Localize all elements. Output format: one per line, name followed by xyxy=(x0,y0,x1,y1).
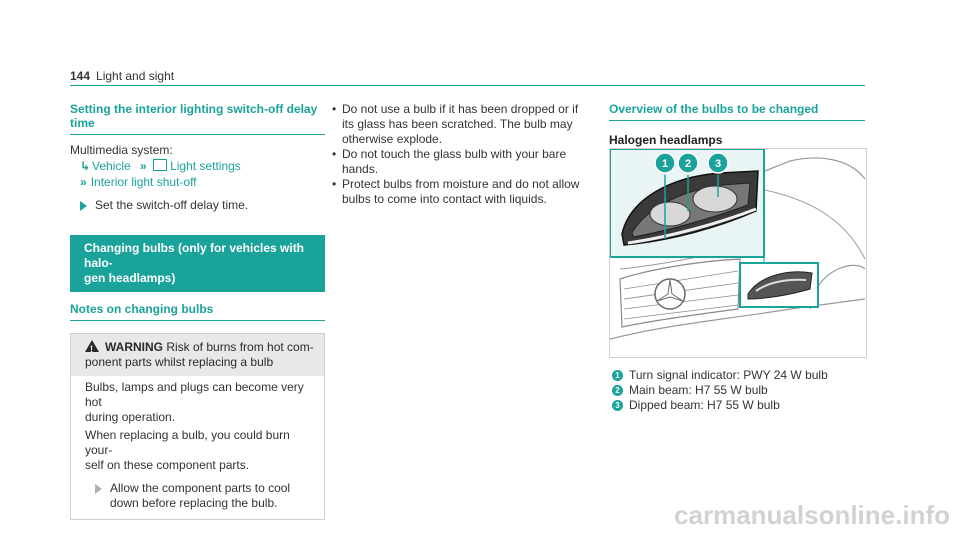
bullet-line: bulbs to come into contact with liquids. xyxy=(342,192,547,206)
bulb-legend xyxy=(612,368,865,413)
bullet-item xyxy=(332,177,594,207)
callout-3 xyxy=(708,153,728,173)
section-rule xyxy=(70,134,325,135)
bullet-line: otherwise explode. xyxy=(342,132,443,146)
action-arrow-icon xyxy=(80,201,87,211)
overview-title: Overview of the bulbs to be changed xyxy=(609,102,819,116)
bullet-line: • Protect bulbs from moisture and do not allow xyxy=(342,177,580,191)
callout-2 xyxy=(678,153,698,173)
warning-text: Risk of burns from hot com- xyxy=(166,340,314,354)
legend-item xyxy=(612,383,865,398)
warning-header xyxy=(71,334,324,376)
legend-text: Main beam: H7 55 W bulb xyxy=(629,383,768,397)
banner-line: Changing bulbs (only for vehicles with halo- xyxy=(84,241,305,270)
menu-intro: Multimedia system: xyxy=(70,143,173,157)
callout-number: 3 xyxy=(714,158,722,170)
bullet-line: its glass has been scratched. The bulb may xyxy=(342,117,573,131)
bullet-line: • Do not use a bulb if it has been dropped or if xyxy=(342,102,579,116)
section-name: Light and sight xyxy=(96,69,175,83)
legend-number: 1 xyxy=(612,370,623,381)
callout-1 xyxy=(655,153,675,173)
nav-label: Vehicle xyxy=(92,159,131,173)
warning-body-line: during operation. xyxy=(85,410,176,424)
middle-column xyxy=(332,102,594,207)
legend-item xyxy=(612,368,865,383)
bullet-item xyxy=(332,147,594,177)
title-line: Setting the interior lighting switch-off delay xyxy=(70,102,318,116)
halogen-subtitle: Halogen headlamps xyxy=(609,133,723,147)
light-settings-icon xyxy=(153,159,167,171)
section-rule xyxy=(609,120,865,121)
header-rule xyxy=(70,85,865,86)
left-column xyxy=(70,102,325,520)
legend-number: 2 xyxy=(612,385,623,396)
warning-body xyxy=(71,376,324,519)
callout-number: 1 xyxy=(661,158,669,170)
nav-step-shutoff xyxy=(70,174,325,190)
nav-label: Light settings xyxy=(170,159,241,173)
warning-label: WARNING xyxy=(105,340,163,354)
bullet-line: hands. xyxy=(342,162,379,176)
enter-arrow-icon: ↳ xyxy=(80,159,91,173)
right-column xyxy=(609,102,865,147)
car-front-illustration xyxy=(610,149,866,357)
bullet-line: • Do not touch the glass bulb with your bare xyxy=(342,147,567,161)
title-line: time xyxy=(70,116,95,130)
action-text: down before replacing the bulb. xyxy=(110,496,278,510)
action-text: Allow the component parts to cool xyxy=(110,481,291,495)
bullet-item xyxy=(332,102,594,147)
watermark: carmanualsonline.info xyxy=(674,500,950,530)
warning-body-line: Bulbs, lamps and plugs can become very hot xyxy=(85,380,304,409)
page-header xyxy=(70,69,174,83)
legend-item xyxy=(612,398,865,413)
nav-label: Interior light shut-off xyxy=(90,175,197,189)
chevron-right-icon: » xyxy=(140,159,147,173)
warning-box xyxy=(70,333,325,520)
headlamp-figure xyxy=(609,148,867,358)
callout-number: 2 xyxy=(684,158,692,170)
page-number: 144 xyxy=(70,69,91,83)
warning-body-line: When replacing a bulb, you could burn your- xyxy=(85,428,290,457)
instruction-step xyxy=(70,198,325,213)
banner-line: gen headlamps) xyxy=(84,271,176,285)
warning-body-line: self on these component parts. xyxy=(85,458,250,472)
warning-action xyxy=(85,481,316,511)
chevron-right-icon: » xyxy=(80,175,87,189)
legend-text: Turn signal indicator: PWY 24 W bulb xyxy=(629,368,828,382)
legend-text: Dipped beam: H7 55 W bulb xyxy=(629,398,780,412)
nav-step-vehicle xyxy=(70,158,325,174)
action-arrow-icon xyxy=(95,484,102,494)
interior-section-title xyxy=(70,102,325,130)
instruction-text: Set the switch-off delay time. xyxy=(95,198,249,212)
legend-number: 3 xyxy=(612,400,623,411)
changing-bulbs-banner xyxy=(70,235,325,292)
warning-text: ponent parts whilst replacing a bulb xyxy=(85,355,274,369)
warning-triangle-icon xyxy=(85,340,99,352)
section-rule xyxy=(70,320,325,321)
notes-title: Notes on changing bulbs xyxy=(70,302,214,316)
